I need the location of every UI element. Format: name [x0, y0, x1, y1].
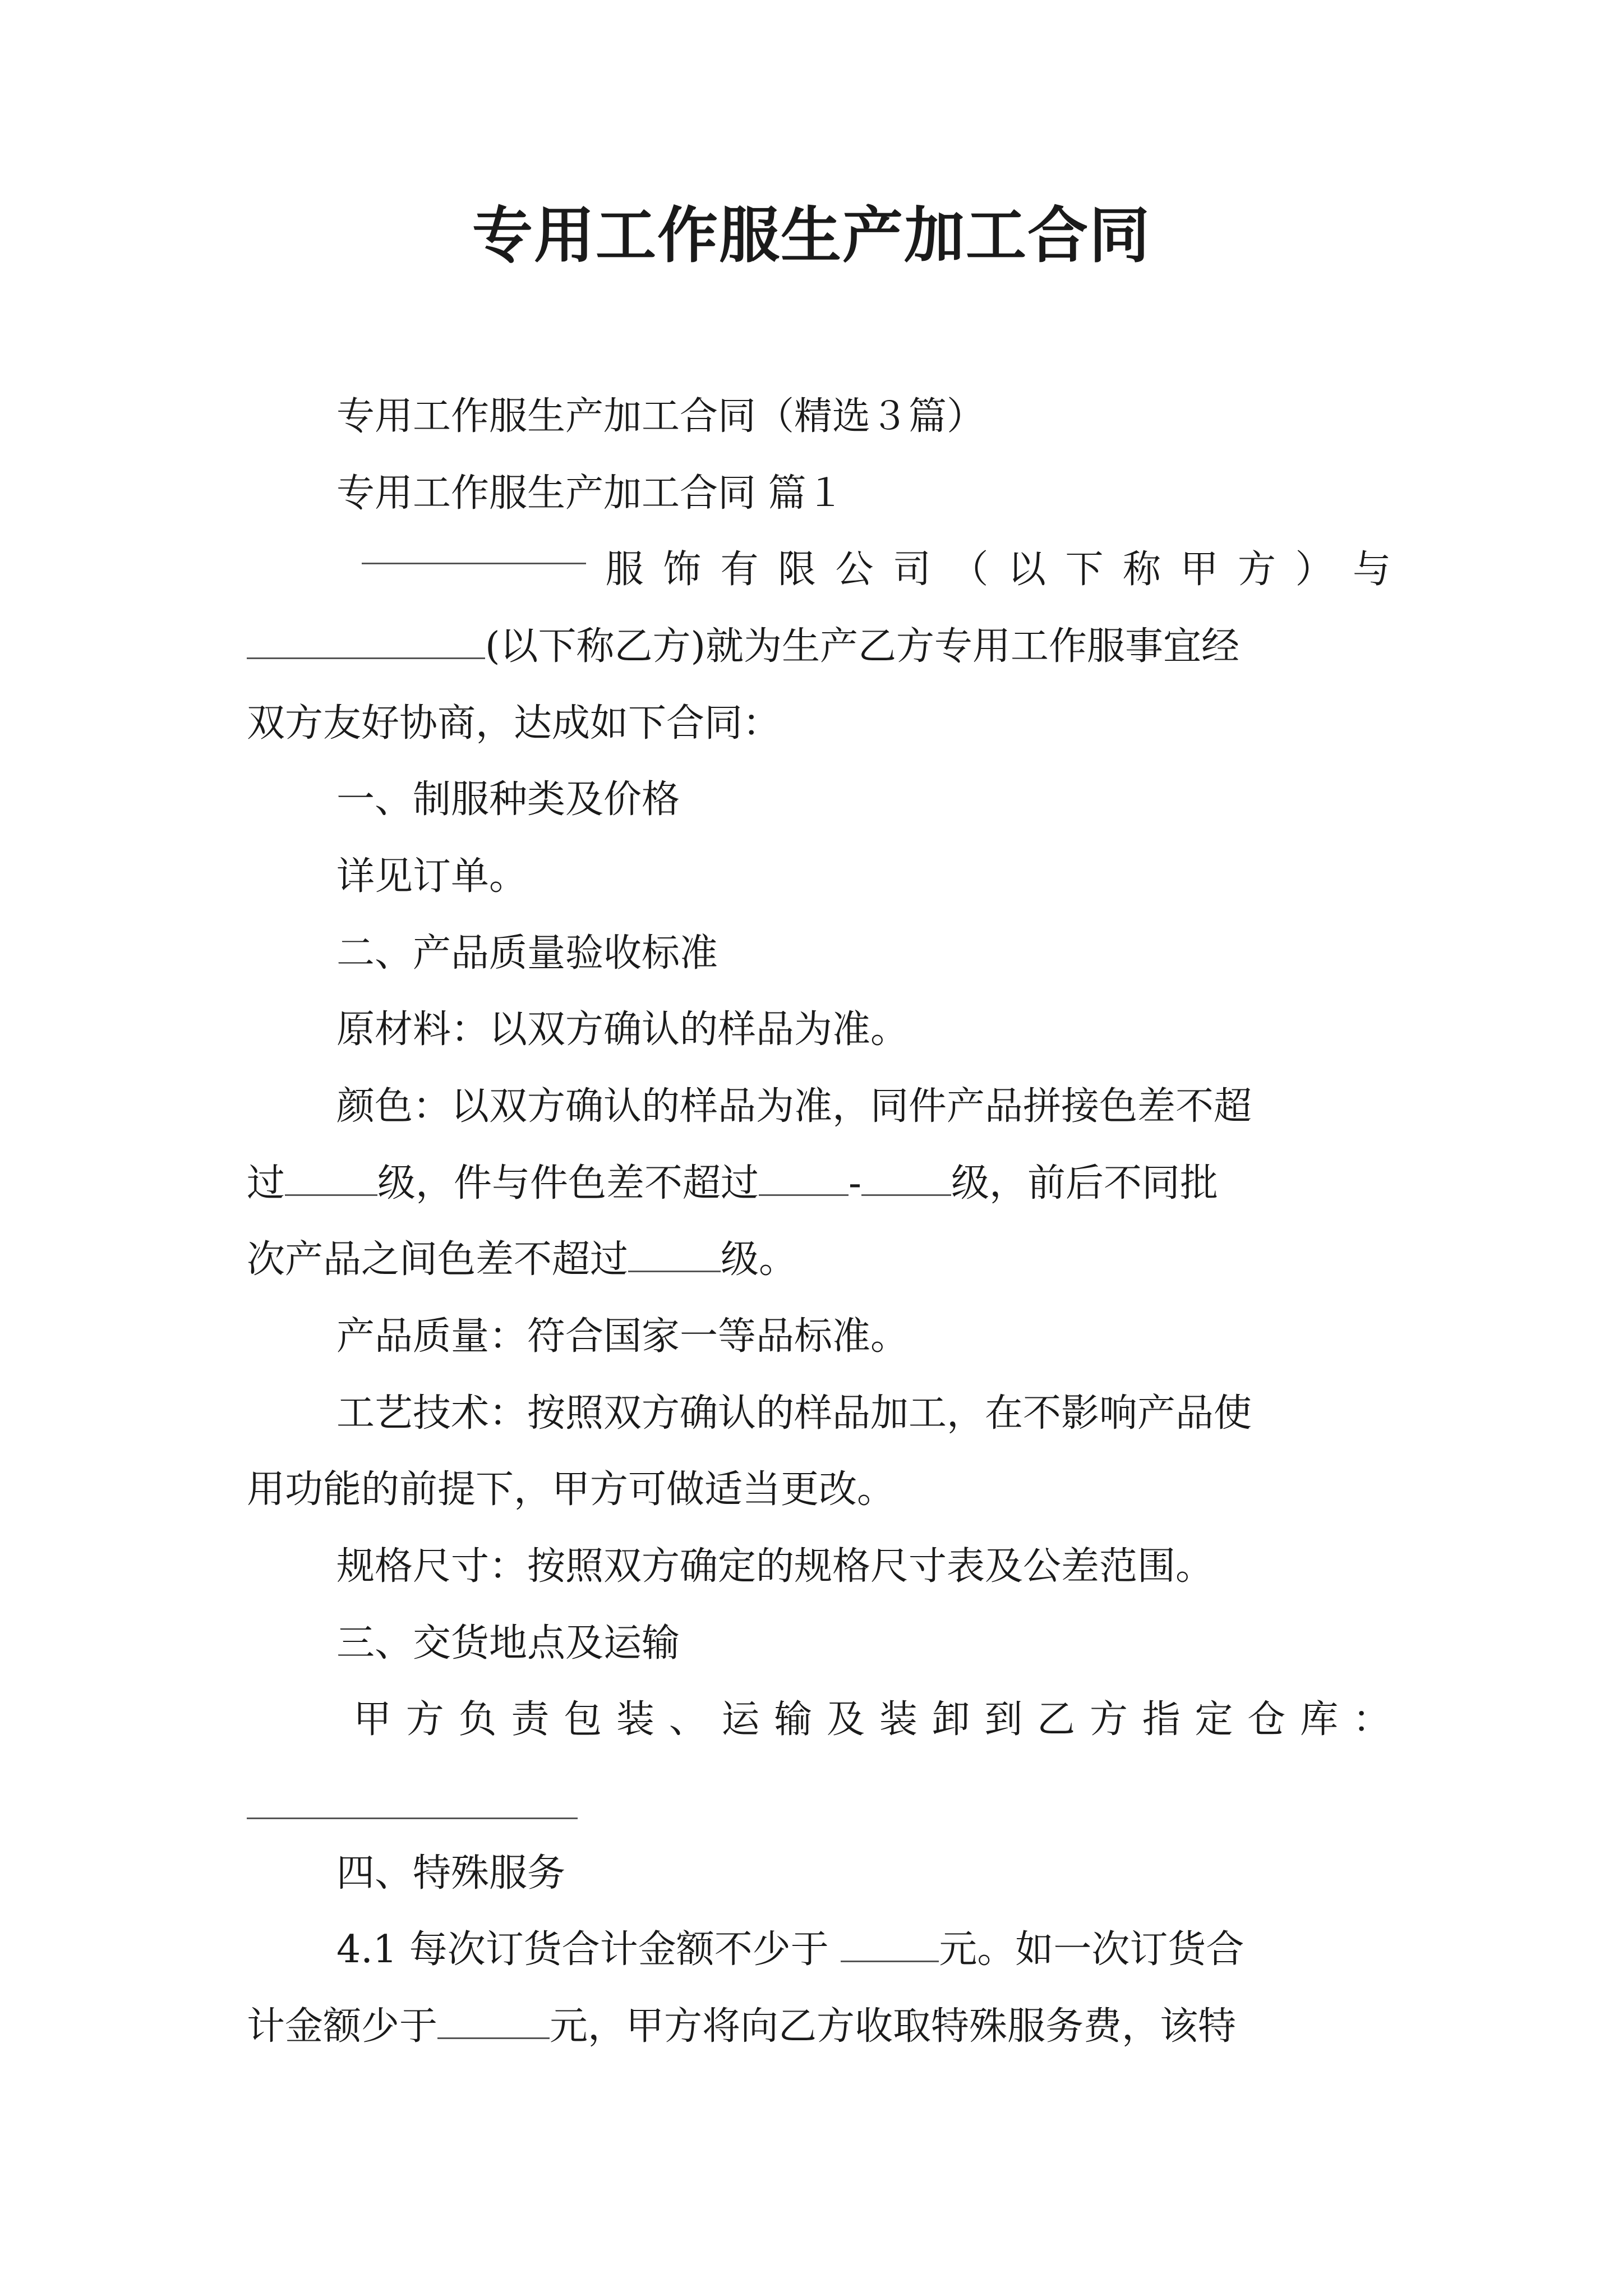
paragraph-color-line-2: 过 级，件与件色差不超过 - 级，前后不同批	[247, 1161, 1219, 1205]
party-a-name-blank[interactable]	[362, 533, 586, 564]
intro-char: 与	[1352, 547, 1391, 592]
intro-char: 司	[892, 547, 931, 592]
delivery-char: 指	[1142, 1697, 1181, 1742]
intro-line-2: (以下称乙方)就为生产乙方专用工作服事宜经	[247, 610, 1391, 683]
intro-char: 下	[1065, 547, 1104, 592]
intro-char: 有	[720, 547, 759, 592]
heading-1: 一、制服种类及价格	[336, 777, 680, 822]
order-amount-threshold-blank[interactable]	[437, 2008, 550, 2039]
section-heading: 专用工作服生产加工合同 篇１	[336, 471, 845, 516]
intro-char: 甲	[1180, 547, 1219, 592]
intro-char: 饰	[662, 547, 701, 592]
paragraph-color-line-1: 颜色：以双方确认的样品为准，同件产品拼接色差不超	[336, 1084, 1252, 1129]
intro-char: 以	[1007, 547, 1046, 592]
paragraph-quality: 产品质量：符合国家一等品标准。	[336, 1314, 909, 1359]
delivery-char: 包	[564, 1697, 602, 1742]
paragraph-4-1-line-1: 4.1 每次订货合计金额不少于 元。如一次订货合	[336, 1927, 1244, 1972]
delivery-char: 运	[721, 1697, 760, 1742]
delivery-char: 、	[668, 1697, 707, 1742]
paragraph-delivery	[247, 1683, 1391, 1756]
delivery-char: 定	[1195, 1697, 1233, 1742]
intro-char: 称	[1122, 547, 1161, 592]
intro-line-1	[247, 533, 1391, 606]
paragraph-craft-line-2: 用功能的前提下，甲方可做适当更改。	[247, 1467, 896, 1512]
paragraph-4-1-line-2: 计金额少于 元，甲方将向乙方收取特殊服务费，该特	[247, 2004, 1237, 2049]
intro-char: 方	[1237, 547, 1276, 592]
intro-char: 服	[605, 547, 644, 592]
color-diff-blank-2[interactable]	[759, 1165, 849, 1196]
delivery-char: 到	[984, 1697, 1023, 1742]
delivery-char: 库	[1300, 1697, 1339, 1742]
delivery-char: 输	[774, 1697, 813, 1742]
delivery-char: 甲	[353, 1697, 392, 1742]
intro-char: （	[950, 547, 989, 592]
heading-4: 四、特殊服务	[336, 1851, 566, 1895]
paragraph-1: 详见订单。	[336, 854, 528, 899]
intro-char: ）	[1295, 547, 1334, 592]
delivery-char: 负	[458, 1697, 497, 1742]
delivery-char: 卸	[932, 1697, 970, 1742]
delivery-char: 仓	[1247, 1697, 1286, 1742]
delivery-char: 装	[616, 1697, 654, 1742]
intro-char: 限	[777, 547, 816, 592]
delivery-char: 方	[1089, 1697, 1128, 1742]
heading-2: 二、产品质量验收标准	[336, 931, 718, 976]
document-title: 专用工作服生产加工合同	[472, 200, 1151, 271]
party-b-name-blank[interactable]	[247, 628, 485, 659]
delivery-char: 及	[827, 1697, 865, 1742]
min-order-amount-blank[interactable]	[841, 1931, 939, 1962]
delivery-char: 方	[405, 1697, 444, 1742]
warehouse-blank[interactable]	[247, 1818, 578, 1819]
delivery-char: 乙	[1037, 1697, 1076, 1742]
subtitle: 专用工作服生产加工合同（精选３篇）	[336, 394, 985, 439]
heading-3: 三、交货地点及运输	[336, 1621, 680, 1665]
delivery-char: ：	[1352, 1697, 1391, 1742]
delivery-char: 责	[511, 1697, 550, 1742]
delivery-char: 装	[879, 1697, 917, 1742]
intro-line-3: 双方友好协商，达成如下合同：	[247, 701, 781, 746]
paragraph-material: 原材料：以双方确认的样品为准。	[336, 1007, 909, 1052]
color-diff-blank-3[interactable]	[861, 1165, 951, 1196]
paragraph-size: 规格尺寸：按照双方确定的规格尺寸表及公差范围。	[336, 1544, 1214, 1589]
color-diff-blank-4[interactable]	[628, 1241, 721, 1272]
color-diff-blank-1[interactable]	[285, 1165, 377, 1196]
paragraph-craft-line-1: 工艺技术：按照双方确认的样品加工，在不影响产品使	[336, 1391, 1252, 1435]
intro-char: 公	[835, 547, 874, 592]
paragraph-color-line-3: 次产品之间色差不超过 级。	[247, 1237, 797, 1282]
